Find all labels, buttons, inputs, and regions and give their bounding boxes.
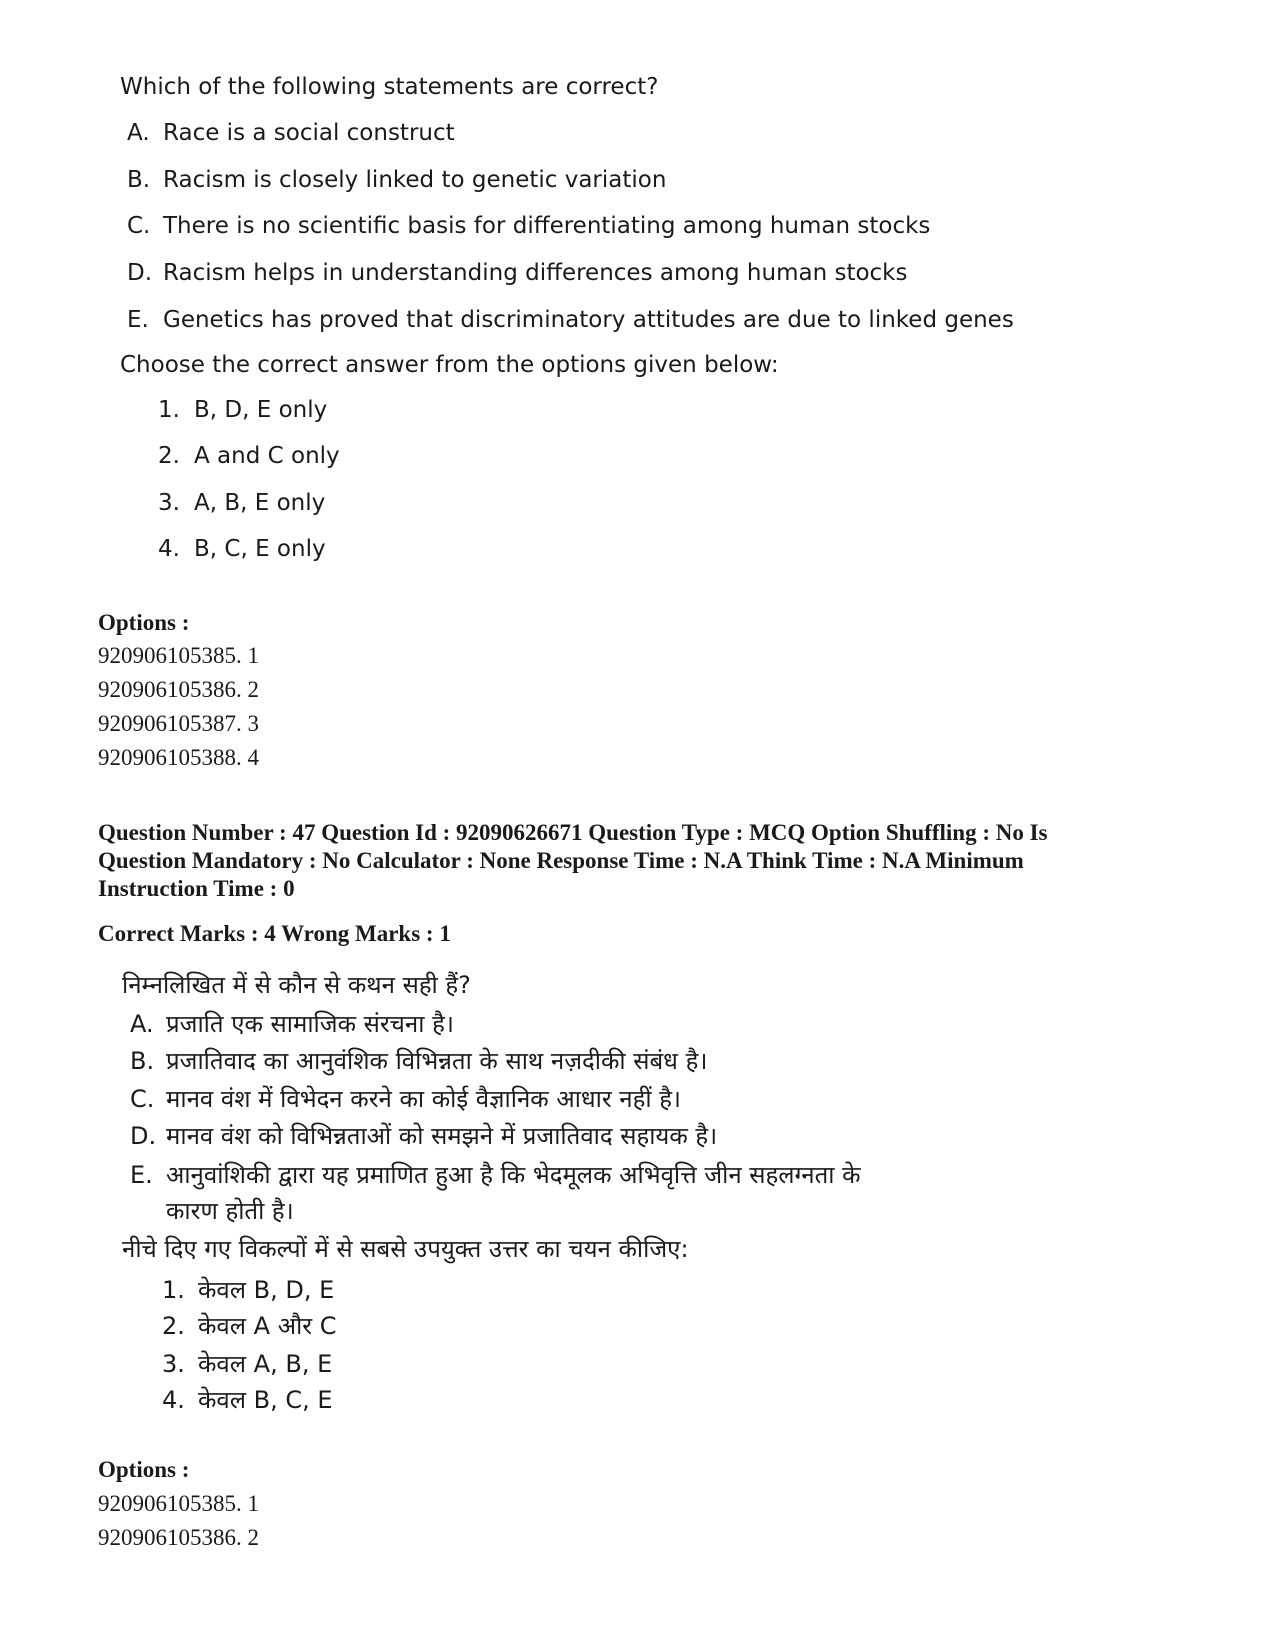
statement-text: प्रजातिवाद का आनुवंशिक विभिन्नता के साथ नज़दीकी संबंध है। <box>166 1047 708 1075</box>
question-stem: Which of the following statements are correct? <box>120 74 659 100</box>
question-meta-text <box>98 819 1198 903</box>
meta-line: Instruction Time : 0 <box>98 876 295 901</box>
statement-e <box>127 307 1014 333</box>
option-item: 920906105386. 2 <box>98 677 259 702</box>
option-item: 920906105385. 1 <box>98 643 259 668</box>
statement-letter: E. <box>130 1161 153 1189</box>
choice-text: केवल B, D, E <box>198 1276 335 1304</box>
hindi-choice-4 <box>162 1383 333 1416</box>
statement-text: Genetics has proved that discriminatory attitudes are due to linked genes <box>163 307 1014 333</box>
hindi-statement-a <box>130 1006 930 1042</box>
choice-4 <box>158 536 326 562</box>
statement-letter: D. <box>130 1122 157 1150</box>
choice-number: 2. <box>162 1312 185 1340</box>
choice-text: केवल B, C, E <box>198 1386 333 1414</box>
hindi-question-stem: निम्नलिखित में से कौन से कथन सही हैं? <box>122 971 471 999</box>
statement-text: मानव वंश को विभिन्नताओं को समझने में प्रजातिवाद सहायक है। <box>166 1122 718 1150</box>
statement-text: Racism helps in understanding differences among human stocks <box>163 260 908 286</box>
statement-text: There is no scientific basis for differentiating among human stocks <box>163 213 931 239</box>
choice-number: 4. <box>162 1386 185 1414</box>
meta-line: Question Mandatory : No Calculator : None Response Time : N.A Think Time : N.A Minimum <box>98 848 1024 873</box>
statement-letter: B. <box>127 167 151 193</box>
choice-number: 2. <box>158 443 180 469</box>
statement-letter: D. <box>127 260 153 286</box>
option-item: 920906105388. 4 <box>98 745 259 770</box>
statement-letter: E. <box>127 307 149 333</box>
statement-letter: C. <box>130 1085 155 1113</box>
choice-text: B, C, E only <box>194 536 326 562</box>
hindi-statement-e <box>130 1157 930 1229</box>
answer-instruction: Choose the correct answer from the options given below: <box>120 352 779 378</box>
hindi-choice-2 <box>162 1309 336 1342</box>
statement-letter: A. <box>127 120 150 146</box>
statement-a <box>127 120 455 146</box>
statement-letter: C. <box>127 213 151 239</box>
options-heading: Options : <box>98 610 190 635</box>
statement-b <box>127 167 666 193</box>
hindi-answer-instruction: नीचे दिए गए विकल्पों में से सबसे उपयुक्त उत्तर का चयन कीजिए: <box>122 1235 689 1263</box>
statement-letter: A. <box>130 1010 154 1038</box>
choice-number: 3. <box>162 1350 185 1378</box>
hindi-choice-1 <box>162 1273 334 1306</box>
options-heading: Options : <box>98 1457 190 1482</box>
choice-number: 1. <box>162 1276 185 1304</box>
choice-text: A and C only <box>194 443 340 469</box>
statement-letter: B. <box>130 1047 155 1075</box>
choice-3 <box>158 490 325 516</box>
option-item: 920906105387. 3 <box>98 711 259 736</box>
hindi-choice-3 <box>162 1347 332 1380</box>
option-item: 920906105386. 2 <box>98 1525 259 1550</box>
choice-number: 3. <box>158 490 180 516</box>
statement-text: प्रजाति एक सामाजिक संरचना है। <box>166 1010 454 1038</box>
hindi-statement-d <box>130 1118 930 1154</box>
option-item: 920906105385. 1 <box>98 1491 259 1516</box>
choice-2 <box>158 443 340 469</box>
statement-text: आनुवांशिकी द्वारा यह प्रमाणित हुआ है कि भेदमूलक अभिवृत्ति जीन सहलग्नता के कारण होती है। <box>166 1161 861 1225</box>
choice-text: केवल A, B, E <box>198 1350 333 1378</box>
marks-line: Correct Marks : 4 Wrong Marks : 1 <box>98 921 451 946</box>
choice-text: केवल A और C <box>198 1312 337 1340</box>
choice-number: 4. <box>158 536 180 562</box>
hindi-statement-b <box>130 1043 930 1079</box>
statement-text: Race is a social construct <box>163 120 455 146</box>
choice-number: 1. <box>158 397 180 423</box>
statement-text: Racism is closely linked to genetic variation <box>163 167 667 193</box>
statement-c <box>127 213 930 239</box>
hindi-statement-c <box>130 1081 930 1117</box>
meta-line: Question Number : 47 Question Id : 92090626671 Question Type : MCQ Option Shuffling : No Is <box>98 820 1048 845</box>
statement-d <box>127 260 907 286</box>
choice-text: A, B, E only <box>194 490 326 516</box>
statement-text: मानव वंश में विभेदन करने का कोई वैज्ञानिक आधार नहीं है। <box>166 1085 682 1113</box>
choice-1 <box>158 397 327 423</box>
choice-text: B, D, E only <box>194 397 328 423</box>
